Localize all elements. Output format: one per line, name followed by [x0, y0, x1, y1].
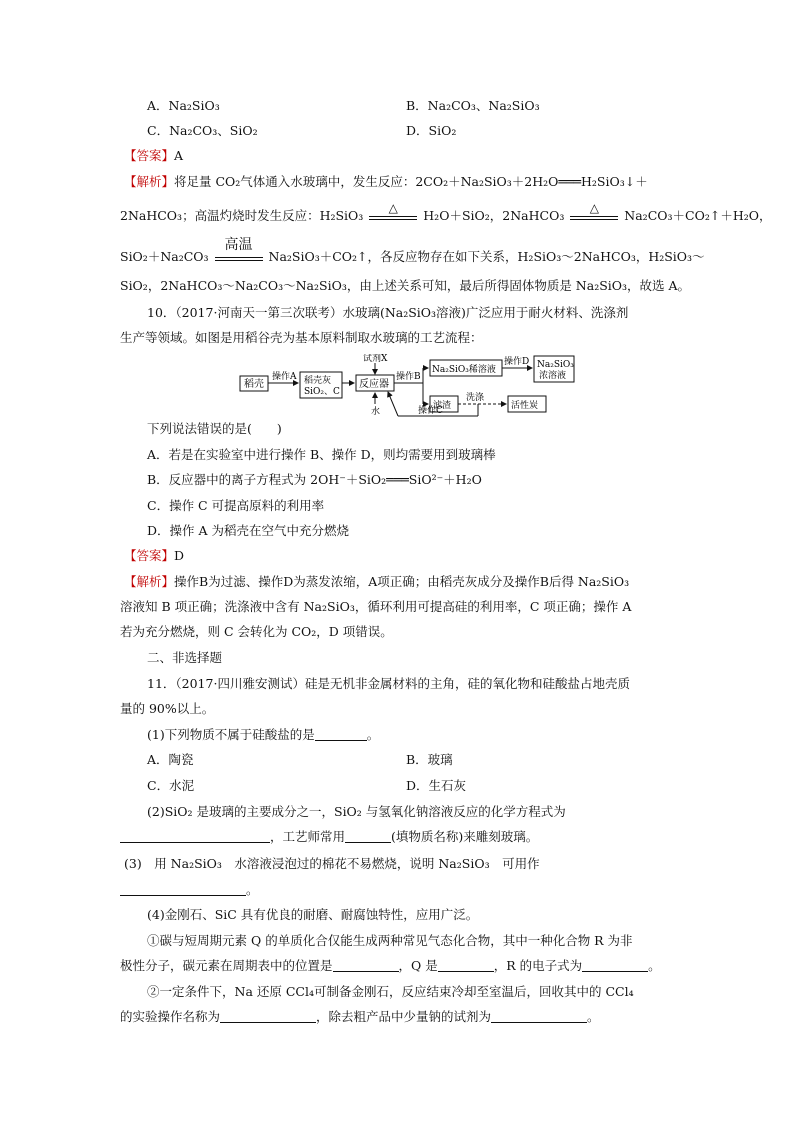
part-text: (1)下列物质不属于硅酸盐的是 [147, 727, 315, 742]
heat-symbol: △ [589, 201, 599, 215]
q11-part-3-line-1: (3) 用 Na₂SiO₃ 水溶液浸泡过的棉花不易燃烧，说明 Na₂SiO₃ 可用作 [124, 856, 540, 871]
arrow-op-c [388, 392, 398, 416]
label-conc-2: 浓溶液 [539, 371, 567, 381]
q10-option-c: C．操作 C 可提高原料的利用率 [147, 498, 325, 513]
q11-option-b: B．玻璃 [406, 752, 453, 767]
q11-stem-1: 11．（2017·四川雅安测试）硅是无机非金属材料的主角，硅的氧化物和硅酸盐占地壳质 [147, 676, 630, 691]
answer-blank[interactable] [315, 727, 367, 741]
heat-equals-sign [367, 201, 419, 223]
label-daoke: 稻壳 [244, 379, 264, 390]
label-dilute: Na₂SiO₃稀溶液 [432, 365, 496, 375]
label-op-b: 操作B [396, 372, 421, 382]
part-text: 。 [648, 958, 661, 973]
answer-blank[interactable] [345, 829, 391, 843]
label-conc-1: Na₂SiO₃ [537, 360, 574, 370]
part-text: ，R 的电子式为 [493, 958, 583, 973]
answer-blank[interactable] [582, 958, 648, 972]
q9-option-a: A．Na₂SiO₃ [147, 98, 220, 113]
analysis-text: Na₂SiO₃＋CO₂↑，各反应物存在如下关系，H₂SiO₃～2NaHCO₃，H₂SiO₃～ [268, 249, 705, 264]
q9-option-d: D．SiO₂ [406, 123, 457, 138]
q9-analysis-line-4: SiO₂，2NaHCO₃～Na₂CO₃～Na₂SiO₃，由上述关系可知，最后所得固体物质是 Na₂SiO₃，故选 A。 [120, 278, 691, 293]
answer-value: A [174, 148, 184, 163]
q11-option-a: A．陶瓷 [147, 752, 194, 767]
answer-blank[interactable] [438, 958, 494, 972]
answer-blank[interactable] [491, 1009, 587, 1023]
q10-option-a: A．若是在实验室中进行操作 B、操作 D，则均需要用到玻璃棒 [147, 447, 496, 462]
label-water: 水 [371, 407, 381, 417]
q11-part-4-1-line-2 [120, 957, 661, 975]
part-text: 。 [366, 727, 380, 742]
q11-part-3-line-2 [120, 881, 259, 899]
q11-part-4-2-line-1: ②一定条件下，Na 还原 CCl₄可制备金刚石，反应结束冷却至室温后，回收其中的 CCl₄ [147, 984, 634, 999]
heat-equals-sign [568, 201, 620, 223]
part-text: ，工艺师常用 [270, 829, 346, 844]
part-text: (填物质名称)来雕刻玻璃。 [391, 829, 539, 844]
q11-part-4-1-line-1: ①碳与短周期元素 Q 的单质化合仅能生成两种常见气态化合物，其中一种化合物 R 为非 [147, 933, 633, 948]
process-flow-diagram [238, 354, 578, 422]
q10-analysis-line-2: 溶液知 B 项正确；洗涤液中含有 Na₂SiO₃，循环利用可提高硅的利用率，C 项正确；操作 A [120, 599, 632, 614]
analysis-text: SiO₂＋Na₂CO₃ [120, 249, 209, 264]
label-op-c: 操作C [418, 406, 443, 416]
label-residue: 滤渣 [433, 401, 452, 411]
q11-option-d: D．生石灰 [406, 778, 467, 793]
label-op-d: 操作D [504, 357, 530, 367]
q10-analysis-line-3: 若为充分燃烧，则 C 会转化为 CO₂，D 项错误。 [120, 624, 393, 639]
q11-part-1 [147, 726, 379, 744]
part-text: 的实验操作名称为 [120, 1009, 221, 1024]
part-text: ，除去粗产品中少量钠的试剂为 [316, 1009, 492, 1024]
q10-option-d: D．操作 A 为稻壳在空气中充分燃烧 [147, 523, 349, 538]
analysis-text: 操作B为过滤、操作D为蒸发浓缩，A项正确；由稻壳灰成分及操作B后得 Na₂SiO₃ [174, 574, 630, 589]
q11-option-c: C．水泥 [147, 778, 195, 793]
answer-tag: 【答案】 [124, 148, 175, 163]
section-heading: 二、非选择题 [147, 650, 223, 665]
part-text: 极性分子，碳元素在周期表中的位置是 [120, 958, 333, 973]
analysis-tag: 【解析】 [124, 174, 175, 189]
high-temp-equals-sign [213, 237, 265, 264]
analysis-text: 将足量 CO₂气体通入水玻璃中，发生反应：2CO₂＋Na₂SiO₃＋2H₂O═══H₂SiO₃↓＋ [174, 174, 648, 189]
label-reagent-x: 试剂X [363, 354, 388, 364]
q11-part-2-line-2 [120, 828, 538, 846]
q10-option-b: B．反应器中的离子方程式为 2OH⁻＋SiO₂═══SiO²⁻＋H₂O [147, 472, 482, 487]
q9-analysis-line-2 [120, 201, 772, 225]
label-carbon: 活性炭 [511, 401, 539, 411]
analysis-text: 2NaHCO₃；高温灼烧时发生反应：H₂SiO₃ [120, 208, 364, 223]
q9-analysis-line-3 [120, 237, 705, 266]
q11-part-4-2-line-2 [120, 1008, 600, 1026]
q11-part-2-line-1: (2)SiO₂ 是玻璃的主要成分之一，SiO₂ 与氢氧化钠溶液反应的化学方程式为 [147, 804, 566, 819]
label-ash-1: 稻壳灰 [304, 376, 332, 386]
answer-blank[interactable] [220, 1009, 316, 1023]
label-wash: 洗涤 [466, 393, 485, 403]
answer-value: D [174, 548, 185, 563]
q9-analysis-line-1 [124, 173, 648, 191]
heat-symbol: △ [388, 201, 398, 215]
answer-blank[interactable] [333, 958, 399, 972]
analysis-text: Na₂CO₃＋CO₂↑＋H₂O， [624, 208, 772, 223]
q11-stem-2: 量的 90%以上。 [120, 701, 215, 716]
q10-question: 下列说法错误的是( ) [147, 421, 282, 436]
analysis-tag: 【解析】 [124, 574, 175, 589]
part-text: 。 [587, 1009, 600, 1024]
analysis-text: H₂O＋SiO₂，2NaHCO₃ [423, 208, 565, 223]
q10-answer [124, 547, 184, 565]
q9-answer [124, 147, 183, 165]
part-text: ，Q 是 [398, 958, 438, 973]
label-ash-2: SiO₂、C [304, 387, 340, 397]
high-temp-label: 高温 [224, 237, 253, 253]
q10-stem-1: 10．（2017·河南天一第三次联考）水玻璃(Na₂SiO₃溶液)广泛应用于耐火材料、洗涤剂 [147, 305, 629, 320]
q9-option-b: B．Na₂CO₃、Na₂SiO₃ [406, 98, 540, 113]
answer-blank[interactable] [120, 829, 270, 843]
q11-part-4: (4)金刚石、SiC 具有优良的耐磨、耐腐蚀特性，应用广泛。 [147, 907, 479, 922]
label-reactor: 反应器 [359, 379, 389, 390]
q10-analysis-line-1 [124, 573, 629, 591]
q10-stem-2: 生产等领域。如图是用稻谷壳为基本原料制取水玻璃的工艺流程： [120, 330, 483, 345]
label-op-a: 操作A [272, 372, 297, 382]
q9-option-c: C．Na₂CO₃、SiO₂ [147, 123, 258, 138]
part-text: 。 [246, 882, 259, 897]
answer-blank[interactable] [120, 882, 246, 896]
answer-tag: 【答案】 [124, 548, 175, 563]
